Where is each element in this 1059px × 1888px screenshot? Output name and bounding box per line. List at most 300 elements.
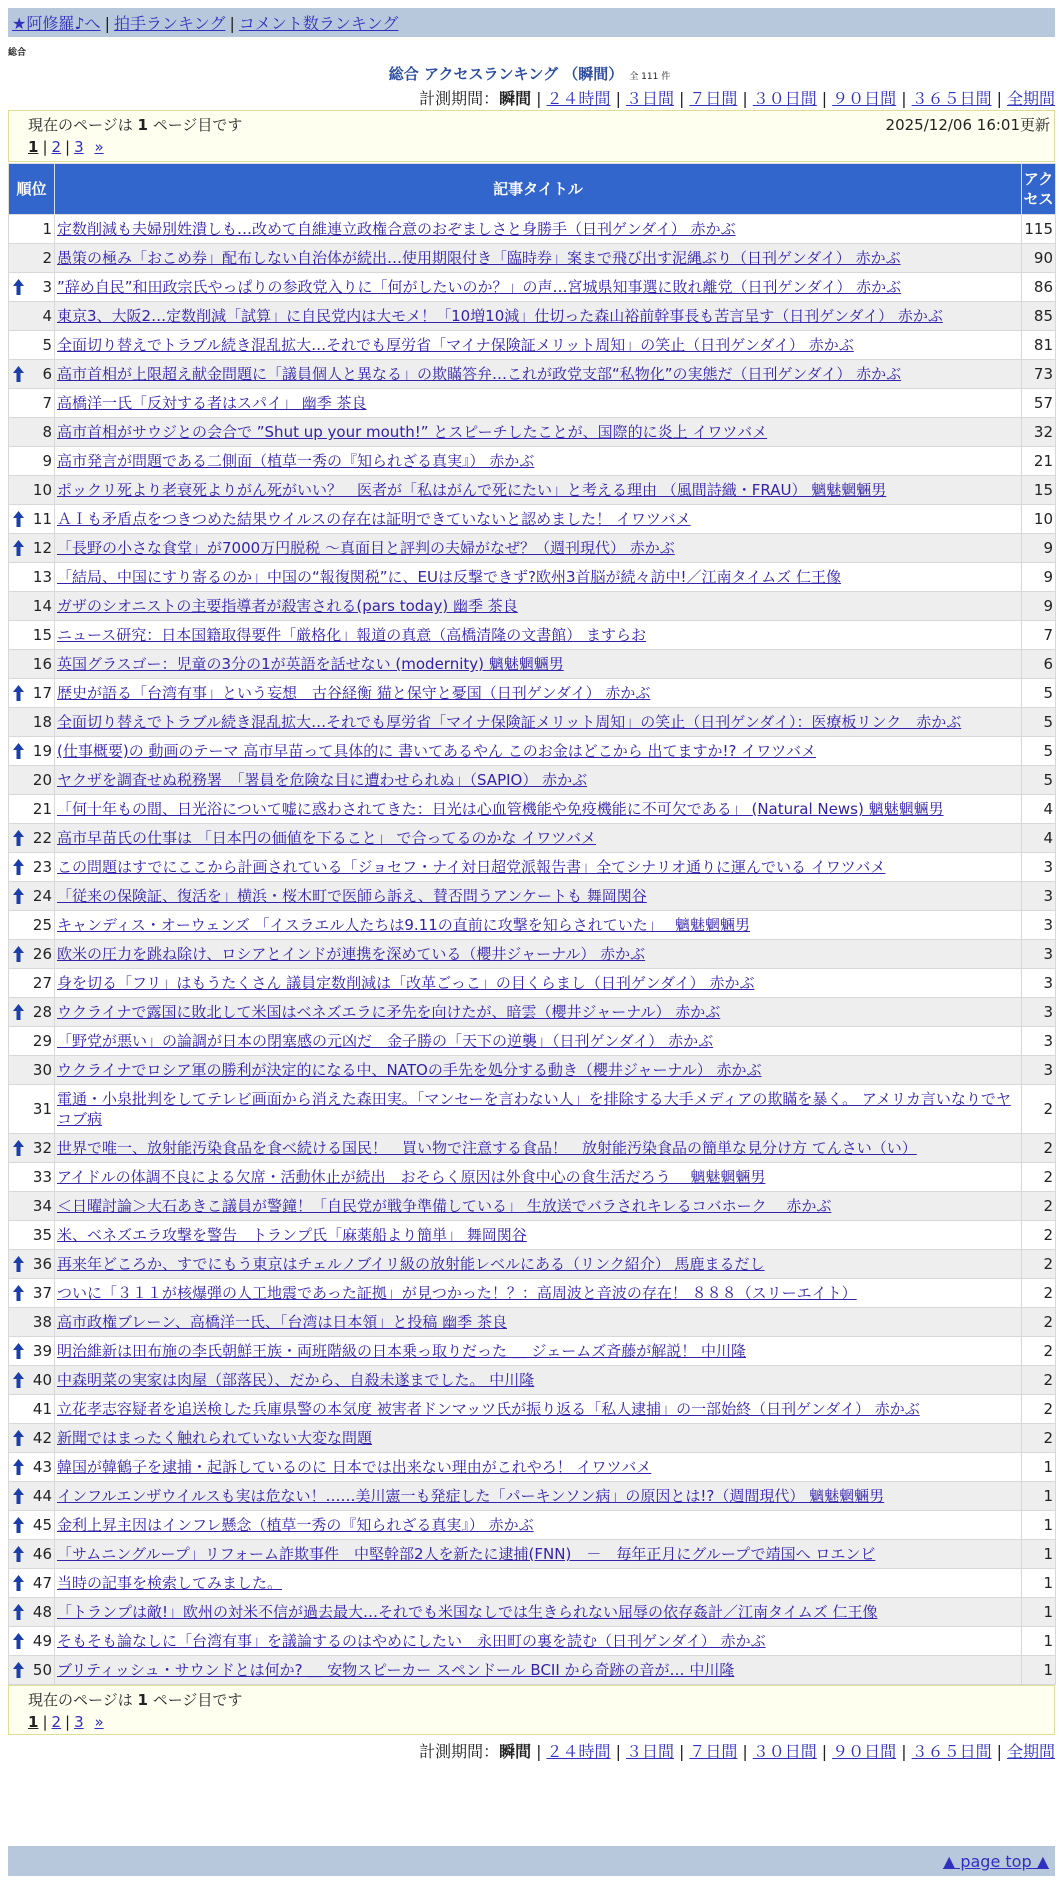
arrow-up-icon: [12, 1487, 25, 1505]
table-row: [9, 447, 1056, 476]
table-row: [9, 969, 1056, 998]
article-title-link[interactable]: 身を切る「フリ」はもうたくさん 議員定数削減は「改革ごっこ」の目くらまし（日刊ゲンダイ） 赤かぶ: [57, 974, 755, 992]
table-row: [9, 534, 1056, 563]
rank-cell: [9, 1056, 55, 1085]
rank-number: 23: [32, 858, 52, 876]
rank-number: 50: [32, 1661, 52, 1679]
title-cell: [55, 1424, 1022, 1453]
arrow-up-icon: [12, 1574, 25, 1592]
access-count: 21: [1022, 447, 1056, 476]
access-count: 81: [1022, 331, 1056, 360]
title-cell: [55, 1395, 1022, 1424]
article-title-link[interactable]: ＜日曜討論＞大石あきこ議員が警鐘！「自民党が戦争準備している」 生放送でバラされキレるコバホーク 赤かぶ: [57, 1197, 832, 1215]
arrow-up-icon: [12, 684, 25, 702]
rank-number: 32: [32, 1139, 52, 1157]
period-separator: |: [536, 89, 542, 108]
title-cell: [55, 1540, 1022, 1569]
bottom-bar: [8, 1846, 1055, 1876]
article-title-link[interactable]: 東京3、大阪2…定数削減「試算」に自民党内は大モメ！「10増10減」仕切った森山裕前幹事長も苦言呈す（日刊ゲンダイ） 赤かぶ: [57, 307, 943, 325]
rank-cell: [9, 273, 55, 302]
title-cell: [55, 592, 1022, 621]
rank-cell: [9, 824, 55, 853]
pagination-next-link[interactable]: »: [94, 1713, 104, 1731]
title-cell: [55, 766, 1022, 795]
arrow-up-icon: [12, 1545, 25, 1563]
period-separator: |: [536, 1742, 542, 1761]
period-separator: |: [821, 89, 828, 108]
article-title-link[interactable]: 韓国が韓鶴子を逮捕・起訴しているのに 日本では出来ない理由がこれやろ！ イワツバメ: [57, 1458, 652, 1476]
rank-cell: [9, 1027, 55, 1056]
pagination-page-link[interactable]: 2: [51, 1713, 62, 1731]
article-title-link[interactable]: 「結局、中国にすり寄るのか」中国の“報復関税”に、EUは反撃できず?欧州3首脳が続々訪中!／江南タイムズ 仁王像: [57, 568, 841, 586]
rank-number: 48: [32, 1603, 52, 1621]
title-cell: [55, 418, 1022, 447]
table-row: [9, 1250, 1056, 1279]
rank-cell: [9, 853, 55, 882]
table-row: [9, 592, 1056, 621]
title-cell: [55, 1308, 1022, 1337]
arrow-up-icon: [12, 1139, 25, 1157]
rank-cell: [9, 244, 55, 273]
title-cell: [55, 1027, 1022, 1056]
title-cell: [55, 447, 1022, 476]
article-title-link[interactable]: 金利上昇主因はインフレ懸念（植草一秀の『知られざる真実』） 赤かぶ: [57, 1516, 534, 1534]
arrow-up-icon: [12, 945, 25, 963]
access-count: 2: [1022, 1366, 1056, 1395]
period-option-link[interactable]: ２４時間: [546, 89, 611, 108]
arrow-up-icon: [12, 1342, 25, 1360]
access-count: 3: [1022, 882, 1056, 911]
table-row: [9, 708, 1056, 737]
rank-number: 39: [32, 1342, 52, 1360]
pagination-page-link[interactable]: 3: [74, 138, 84, 156]
access-count: 2: [1022, 1134, 1056, 1163]
title-cell: [55, 1337, 1022, 1366]
period-option-link[interactable]: 全期間: [1006, 1742, 1055, 1761]
title-cell: [55, 1085, 1022, 1134]
rank-number: 20: [32, 771, 52, 789]
title-cell: [55, 621, 1022, 650]
arrow-up-icon: [12, 278, 25, 296]
rank-number: 22: [32, 829, 52, 847]
title-cell: [55, 1279, 1022, 1308]
rank-cell: [9, 1656, 55, 1685]
rank-cell: [9, 1540, 55, 1569]
rank-cell: [9, 302, 55, 331]
arrow-up-icon: [12, 510, 25, 528]
rank-cell: [9, 679, 55, 708]
period-separator: |: [615, 1742, 621, 1761]
article-title-link[interactable]: 中森明菜の実家は肉屋（部落民）、だから、自殺未遂までした。 中川隆: [57, 1371, 535, 1389]
article-title-link[interactable]: 愚策の極み「おこめ券」配布しない自治体が続出…使用期限付き「臨時券」案まで飛び出す泥縄ぶり（日刊ゲンダイ） 赤かぶ: [57, 249, 901, 267]
rank-cell: [9, 1424, 55, 1453]
title-cell: [55, 1366, 1022, 1395]
rank-number: 46: [32, 1545, 52, 1563]
period-separator: |: [901, 1742, 907, 1761]
table-row: [9, 273, 1056, 302]
access-count: 2: [1022, 1192, 1056, 1221]
access-count: 1: [1022, 1598, 1056, 1627]
rank-cell: [9, 331, 55, 360]
article-title-link[interactable]: ウクライナでロシア軍の勝利が決定的になる中、NATOの手先を処分する動き（櫻井ジャーナル） 赤かぶ: [57, 1061, 762, 1079]
table-row: [9, 505, 1056, 534]
article-title-link[interactable]: 「サムニングループ」リフォーム詐欺事件 中堅幹部2人を新たに逮捕(FNN) － 毎年正月にグループで靖国へ ロエンビ: [57, 1545, 876, 1563]
rank-cell: [9, 215, 55, 244]
rank-cell: [9, 1134, 55, 1163]
table-row: [9, 1598, 1056, 1627]
article-title-link[interactable]: キャンディス・オーウェンズ 「イスラエル人たちは9.11の直前に攻撃を知らされていた」 魑魅魍魎男: [57, 916, 751, 934]
article-title-link[interactable]: 高橋洋一氏「反対する者はスパイ」 幽季 茶良: [57, 394, 367, 412]
current-page-prefix: 現在のページは: [28, 1691, 133, 1709]
table-row: [9, 1221, 1056, 1250]
article-title-link[interactable]: 明治維新は田布施の李氏朝鮮王族・両班階級の日本乗っ取りだった ＿ ジェームズ斉藤が解説！ 中川隆: [57, 1342, 747, 1360]
article-title-link[interactable]: 新聞ではまったく触れられていない大変な問題: [57, 1429, 373, 1447]
access-count: 2: [1022, 1308, 1056, 1337]
table-row: [9, 766, 1056, 795]
title-cell: [55, 331, 1022, 360]
title-cell: [55, 824, 1022, 853]
rank-number: 11: [32, 510, 52, 528]
rank-number: 37: [32, 1284, 52, 1302]
current-page-suffix: ページ目です: [152, 116, 243, 134]
title-cell: [55, 1453, 1022, 1482]
title-cell: [55, 679, 1022, 708]
access-count: 2: [1022, 1279, 1056, 1308]
rank-number: 24: [32, 887, 52, 905]
access-count: 1: [1022, 1656, 1056, 1685]
period-separator: |: [821, 1742, 828, 1761]
arrow-up-icon: [12, 1603, 25, 1621]
period-current: 瞬間: [499, 1742, 532, 1761]
access-count: 6: [1022, 650, 1056, 679]
article-title-link[interactable]: ガザのシオニストの主要指導者が殺害される(pars today) 幽季 茶良: [57, 597, 518, 615]
rank-number: 42: [32, 1429, 52, 1447]
title-cell: [55, 853, 1022, 882]
period-option-link[interactable]: ２４時間: [546, 1742, 611, 1761]
article-title-link[interactable]: ”辞め自民”和田政宗氏やっぱりの参政党入りに「何がしたいのか？」の声…宮城県知事選に敗れ離党（日刊ゲンダイ） 赤かぶ: [57, 278, 902, 296]
article-title-link[interactable]: この問題はすでにここから計画されている「ジョセフ・ナイ対日超党派報告書」全てシナリオ通りに運んでいる イワツバメ: [57, 858, 886, 876]
table-row: [9, 1569, 1056, 1598]
article-title-link[interactable]: 立花孝志容疑者を追送検した兵庫県警の本気度 被害者ドンマッツ氏が振り返る「私人逮捕」の一部始終（日刊ゲンダイ） 赤かぶ: [57, 1400, 920, 1418]
table-row: [9, 1395, 1056, 1424]
article-title-link[interactable]: 米、ベネズエラ攻撃を警告 トランプ氏「麻薬船より簡単」 舞岡関谷: [57, 1226, 527, 1244]
pagination-page-link[interactable]: 2: [51, 138, 62, 156]
article-title-link[interactable]: 定数削減も夫婦別姓潰しも…改めて自維連立政権合意のおぞましさと身勝手（日刊ゲンダイ） 赤かぶ: [57, 220, 736, 238]
rank-number: 7: [42, 394, 52, 412]
title-cell: [55, 1656, 1022, 1685]
pagination-page-link[interactable]: 3: [74, 1713, 84, 1731]
rank-number: 40: [32, 1371, 52, 1389]
article-title-link[interactable]: 「何十年もの間、日光浴について嘘に惑わされてきた：日光は心血管機能や免疫機能に不可欠である」 (Natural News) 魑魅魍魎男: [57, 800, 944, 818]
period-separator: |: [996, 1742, 1002, 1761]
rank-number: 21: [32, 800, 52, 818]
access-count: 2: [1022, 1085, 1056, 1134]
rank-cell: [9, 1163, 55, 1192]
table-row: [9, 1308, 1056, 1337]
table-row: [9, 679, 1056, 708]
access-count: 5: [1022, 737, 1056, 766]
page-title-block: [0, 63, 1059, 84]
pagination: [28, 138, 104, 156]
article-title-link[interactable]: ヤクザを調査せぬ税務署 「署員を危険な目に遭わせられぬ」（SAPIO） 赤かぶ: [57, 771, 588, 789]
top-nav-bar: [8, 8, 1055, 37]
comment-ranking-link[interactable]: コメント数ランキング: [238, 14, 399, 33]
table-row: [9, 621, 1056, 650]
period-current: 瞬間: [499, 89, 532, 108]
rank-number: 18: [32, 713, 52, 731]
article-title-link[interactable]: 高市早苗氏の仕事は 「日本円の価値を下ること」 で合ってるのかな イワツバメ: [57, 829, 597, 847]
updated-timestamp: 2025/12/06 16:01更新: [885, 116, 1050, 134]
title-cell: [55, 563, 1022, 592]
rank-number: 17: [32, 684, 52, 702]
access-count: 85: [1022, 302, 1056, 331]
rank-cell: [9, 1453, 55, 1482]
access-count: 5: [1022, 766, 1056, 795]
period-option-link[interactable]: ３０日間: [752, 89, 817, 108]
rank-cell: [9, 621, 55, 650]
arrow-up-icon: [12, 1632, 25, 1650]
article-title-link[interactable]: 世界で唯一、放射能汚染食品を食べ続ける国民！ 買い物で注意する食品！ 放射能汚染食品の簡単な見分け方 てんさい（い）: [57, 1139, 917, 1157]
rank-cell: [9, 418, 55, 447]
rank-cell: [9, 1192, 55, 1221]
article-title-link[interactable]: ウクライナで露国に敗北して米国はベネズエラに矛先を向けたが、暗雲（櫻井ジャーナル） 赤かぶ: [57, 1003, 721, 1021]
article-title-link[interactable]: ニュース研究：日本国籍取得要件「厳格化」報道の真意（高橋清隆の文書館） ますらお: [57, 626, 647, 644]
access-count: 15: [1022, 476, 1056, 505]
article-title-link[interactable]: ＡＩも矛盾点をつきつめた結果ウイルスの存在は証明できていないと認めました！ イワツバメ: [57, 510, 691, 528]
period-option-link[interactable]: ３日間: [625, 1742, 674, 1761]
access-count: 2: [1022, 1337, 1056, 1366]
rank-cell: [9, 969, 55, 998]
period-option-link[interactable]: ７日間: [689, 89, 738, 108]
home-link[interactable]: ★阿修羅♪へ: [12, 14, 101, 33]
rank-cell: [9, 592, 55, 621]
access-count: 2: [1022, 1221, 1056, 1250]
access-count: 90: [1022, 244, 1056, 273]
pagination-next-link[interactable]: »: [94, 138, 104, 156]
rank-cell: [9, 1221, 55, 1250]
period-option-link[interactable]: ３０日間: [752, 1742, 817, 1761]
table-row: [9, 795, 1056, 824]
rank-cell: [9, 563, 55, 592]
period-separator: |: [615, 89, 621, 108]
table-row: [9, 940, 1056, 969]
period-separator: |: [678, 1742, 685, 1761]
rank-cell: [9, 795, 55, 824]
access-count: 1: [1022, 1482, 1056, 1511]
article-title-link[interactable]: 全面切り替えでトラブル続き混乱拡大…それでも厚労省「マイナ保険証メリット周知」の笑止（日刊ゲンダイ）：医療板リンク 赤かぶ: [57, 713, 962, 731]
table-row: [9, 853, 1056, 882]
nav-separator: |: [104, 14, 110, 33]
access-count: 3: [1022, 940, 1056, 969]
ranking-table: [8, 163, 1056, 1685]
rank-cell: [9, 940, 55, 969]
table-row: [9, 360, 1056, 389]
article-title-link[interactable]: 英国グラスゴー：児童の3分の1が英語を話せない (modernity) 魑魅魍魎男: [57, 655, 564, 673]
period-separator: |: [742, 1742, 748, 1761]
article-title-link[interactable]: (仕事概要)の 動画のテーマ 高市早苗って具体的に 書いてあるやん このお金はどこから 出てますか!? イワツバメ: [57, 742, 816, 760]
access-count: 5: [1022, 679, 1056, 708]
rank-number: 5: [42, 336, 52, 354]
title-cell: [55, 1569, 1022, 1598]
rank-cell: [9, 737, 55, 766]
rank-cell: [9, 1085, 55, 1134]
rank-number: 6: [42, 365, 52, 383]
title-cell: [55, 505, 1022, 534]
article-title-link[interactable]: 再来年どころか、すでにもう東京はチェルノブイリ級の放射能レベルにある（リンク紹介） 馬鹿まるだし: [57, 1255, 765, 1273]
current-page-number: 1: [137, 116, 148, 134]
access-count: 7: [1022, 621, 1056, 650]
access-count: 5: [1022, 708, 1056, 737]
period-option-link[interactable]: ３６５日間: [911, 89, 992, 108]
rank-number: 30: [32, 1061, 52, 1079]
rank-number: 43: [32, 1458, 52, 1476]
rank-cell: [9, 534, 55, 563]
title-cell: [55, 1134, 1022, 1163]
arrow-up-icon: [12, 1255, 25, 1273]
article-title-link[interactable]: ブリティッシュ・サウンドとは何か? ＿ 安物スピーカー スペンドール BCII から奇跡の音が… 中川隆: [57, 1661, 735, 1679]
rank-number: 3: [42, 278, 52, 296]
article-title-link[interactable]: 「従来の保険証、復活を」横浜・桜木町で医師ら訴え、賛否問うアンケートも 舞岡関谷: [57, 887, 647, 905]
article-title-link[interactable]: 歴史が語る「台湾有事」という妄想 古谷経衡 猫と保守と憂国（日刊ゲンダイ） 赤かぶ: [57, 684, 651, 702]
current-page-suffix: ページ目です: [152, 1691, 243, 1709]
access-count: 1: [1022, 1627, 1056, 1656]
pagination-current-page: 1: [28, 1713, 39, 1731]
access-count: 3: [1022, 853, 1056, 882]
rank-cell: [9, 1366, 55, 1395]
period-separator: |: [901, 89, 907, 108]
rank-cell: [9, 766, 55, 795]
page-top-link[interactable]: ▲ page top ▲: [942, 1852, 1049, 1871]
period-option-link[interactable]: ３６５日間: [911, 1742, 992, 1761]
title-cell: [55, 882, 1022, 911]
rank-number: 41: [32, 1400, 52, 1418]
article-title-link[interactable]: アイドルの体調不良による欠席・活動休止が続出 おそらく原因は外食中心の食生活だろう 魑魅魍魎男: [57, 1168, 766, 1186]
table-row: [9, 1366, 1056, 1395]
rank-number: 35: [32, 1226, 52, 1244]
table-row: [9, 1192, 1056, 1221]
table-row: [9, 882, 1056, 911]
pagination: [28, 1713, 104, 1731]
rank-number: 2: [42, 249, 52, 267]
table-row: [9, 737, 1056, 766]
table-row: [9, 389, 1056, 418]
period-separator: |: [678, 89, 685, 108]
article-title-link[interactable]: ポックリ死より老衰死よりがん死がいい？ 医者が「私はがんで死にたい」と考える理由 （風間詩織・FRAU） 魑魅魍魎男: [57, 481, 887, 499]
table-row: [9, 824, 1056, 853]
access-count: 3: [1022, 1056, 1056, 1085]
arrow-up-icon: [12, 858, 25, 876]
table-row: [9, 1134, 1056, 1163]
article-title-link[interactable]: 高市発言が問題である二側面（植草一秀の『知られざる真実』） 赤かぶ: [57, 452, 535, 470]
article-title-link[interactable]: 高市首相が上限超え献金問題に「議員個人と異なる」の欺瞞答弁…これが政党支部“私物化”の実態だ（日刊ゲンダイ） 赤かぶ: [57, 365, 902, 383]
period-option-link[interactable]: 全期間: [1006, 89, 1055, 108]
title-column-header: 記事タイトル: [55, 164, 1022, 215]
article-title-link[interactable]: 電通・小泉批判をしてテレビ画面から消えた森田実。「マンセーを言わない人」を排除する大手メディアの欺瞞を暴く。 アメリカ言いなりでヤコブ病: [57, 1090, 1011, 1128]
title-cell: [55, 1627, 1022, 1656]
title-cell: [55, 911, 1022, 940]
title-cell: [55, 795, 1022, 824]
article-title-link[interactable]: 欧米の圧力を跳ね除け、ロシアとインドが連携を深めている（櫻井ジャーナル） 赤かぶ: [57, 945, 646, 963]
period-separator: |: [996, 89, 1002, 108]
rank-cell: [9, 1250, 55, 1279]
access-count: 4: [1022, 795, 1056, 824]
rank-number: 25: [32, 916, 52, 934]
article-title-link[interactable]: そもそも論なしに「台湾有事」を議論するのはやめにしたい 永田町の裏を読む（日刊ゲンダイ） 赤かぶ: [57, 1632, 766, 1650]
rank-cell: [9, 1395, 55, 1424]
period-option-link[interactable]: ３日間: [625, 89, 674, 108]
article-title-link[interactable]: インフルエンザウイルスも実は危ない！……美川憲一も発症した「パーキンソン病」の原因とは!?（週間現代） 魑魅魍魎男: [57, 1487, 885, 1505]
rank-cell: [9, 708, 55, 737]
title-cell: [55, 1192, 1022, 1221]
table-row: [9, 911, 1056, 940]
pagination-separator: |: [65, 138, 71, 156]
rank-number: 1: [42, 220, 52, 238]
item-count: 全 111 件: [629, 72, 671, 82]
table-row: [9, 1056, 1056, 1085]
rank-number: 31: [32, 1100, 52, 1118]
title-cell: [55, 360, 1022, 389]
arrow-up-icon: [12, 1429, 25, 1447]
table-row: [9, 1163, 1056, 1192]
article-title-link[interactable]: 全面切り替えでトラブル続き混乱拡大…それでも厚労省「マイナ保険証メリット周知」の笑止（日刊ゲンダイ） 赤かぶ: [57, 336, 854, 354]
arrow-up-icon: [12, 829, 25, 847]
article-title-link[interactable]: 高市首相がサウジとの会合で ”Shut up your mouth!” とスピーチしたことが、国際的に炎上 イワツバメ: [57, 423, 768, 441]
rank-number: 33: [32, 1168, 52, 1186]
title-cell: [55, 1163, 1022, 1192]
period-option-link[interactable]: ９０日間: [832, 89, 897, 108]
access-count: 2: [1022, 1395, 1056, 1424]
period-separator: |: [742, 89, 748, 108]
period-option-link[interactable]: ９０日間: [832, 1742, 897, 1761]
arrow-up-icon: [12, 1284, 25, 1302]
table-row: [9, 1511, 1056, 1540]
arrow-up-icon: [12, 1458, 25, 1476]
article-title-link[interactable]: 「長野の小さな食堂」が7000万円脱税 ～真面目と評判の夫婦がなぜ？（週刊現代） 赤かぶ: [57, 539, 675, 557]
access-count: 3: [1022, 1027, 1056, 1056]
rank-number: 14: [32, 597, 52, 615]
title-cell: [55, 244, 1022, 273]
rank-cell: [9, 998, 55, 1027]
access-count: 3: [1022, 911, 1056, 940]
current-page-prefix: 現在のページは: [28, 116, 133, 134]
article-title-link[interactable]: ついに「３１１が核爆弾の人工地震であった証拠」が見つかった！？：高周波と音波の存在！ ８８８（スリーエイト）: [57, 1284, 857, 1302]
arrow-up-icon: [12, 1661, 25, 1679]
article-title-link[interactable]: 「トランプは敵!」欧州の対米不信が過去最大…それでも米国なしでは生きられない屈辱の依存姦計／江南タイムズ 仁王像: [57, 1603, 878, 1621]
rank-cell: [9, 360, 55, 389]
access-count: 2: [1022, 1250, 1056, 1279]
table-row: [9, 1627, 1056, 1656]
hand-ranking-link[interactable]: 拍手ランキング: [113, 14, 226, 33]
table-row: [9, 476, 1056, 505]
rank-number: 38: [32, 1313, 52, 1331]
rank-cell: [9, 1627, 55, 1656]
rank-number: 44: [32, 1487, 52, 1505]
page-title: 総合 アクセスランキング （瞬間）: [388, 65, 624, 83]
article-title-link[interactable]: 高市政権ブレーン、高橋洋一氏、「台湾は日本領」と投稿 幽季 茶良: [57, 1313, 507, 1331]
period-option-link[interactable]: ７日間: [689, 1742, 738, 1761]
table-row: [9, 563, 1056, 592]
section-tag: 総合: [8, 48, 27, 58]
access-count: 9: [1022, 534, 1056, 563]
rank-number: 45: [32, 1516, 52, 1534]
pagination-separator: |: [42, 138, 48, 156]
access-count: 9: [1022, 563, 1056, 592]
rank-cell: [9, 1482, 55, 1511]
table-row: [9, 331, 1056, 360]
table-row: [9, 215, 1056, 244]
article-title-link[interactable]: 「野党が悪い」の論調が日本の閉塞感の元凶だ 金子勝の「天下の逆襲」（日刊ゲンダイ） 赤かぶ: [57, 1032, 714, 1050]
article-title-link[interactable]: 当時の記事を検索してみました。: [57, 1574, 283, 1592]
